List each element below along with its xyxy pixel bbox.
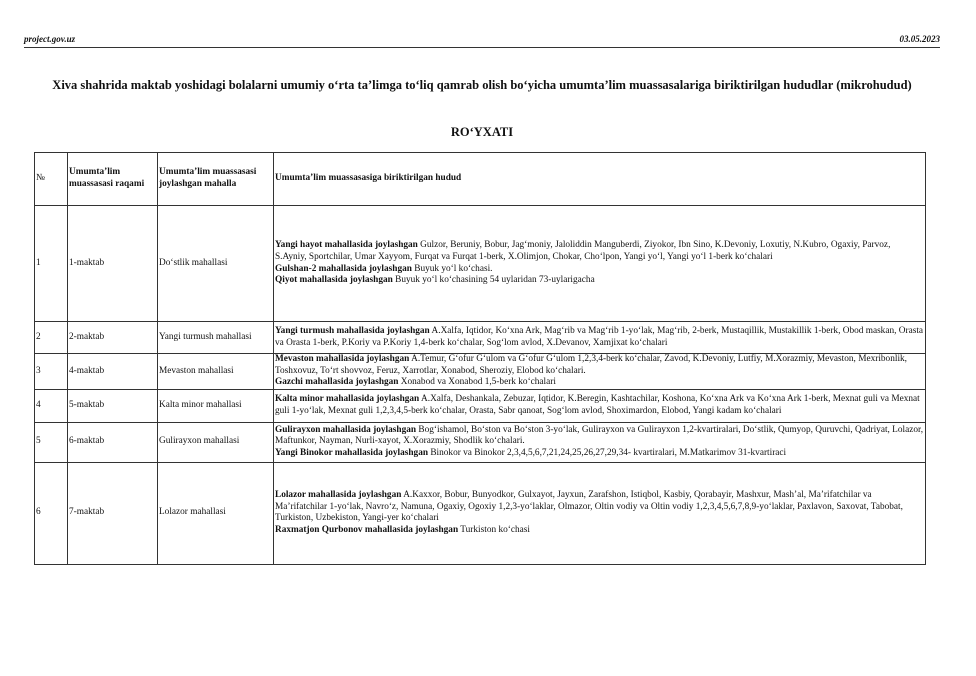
row-area (274, 422, 926, 462)
row-num: 1 (35, 206, 68, 322)
area-segment (275, 240, 924, 263)
row-mahalla: Kalta minor mahallasi (158, 389, 274, 422)
table-body (35, 206, 926, 565)
area-segment-streets: A.Xalfa, Deshankala, Zebuzar, Iqtidor, K.Beregin, Kashtachilar, Koshona, Ko‘xna Ark va Ko‘xna Ark 1-berk, Mexnat guli va Mexnat guli 1-yo‘lak, Mexnat guli 1,2,3,4,5-berk ko‘chalar, Orasta, Sabr qanoat, Sog‘lom avlod, Shoximardon, Elobod, Yangi kadam ko‘chalari (275, 394, 920, 416)
area-segment-streets: Turkiston ko‘chasi (458, 524, 530, 535)
header-divider (24, 47, 940, 48)
row-school: 7-maktab (68, 462, 158, 564)
area-segment-streets: Buyuk yo‘l ko‘chasi. (411, 263, 493, 274)
row-school: 1-maktab (68, 206, 158, 322)
area-segment-streets: A.Xalfa, Iqtidor, Ko‘xna Ark, Mag‘rib va Mag‘rib 1-yo‘lak, Mag‘rib, 2-berk, Mustaqillik, Mustakillik 1-berk, Obod maskan, Orasta va Orasta 1-berk, P.Koriy va P.Koriy 1,4-berk ko‘chalar, Sog‘lom avlod, X.Devanov, Xamjixat ko‘chalari (275, 325, 924, 348)
area-segment-streets: Bog‘ishamol, Bo‘ston va Bo‘ston 3-yo‘lak, Gulirayxon va Gulirayxon 1,2-kvartiralari, Do‘stlik, Qumyop, Quruvchi, Qadriyat, Lolazor, Maftunkor, Nayman, Nurli-xayot, X.Xorazmiy, Shodlik ko‘chalari. (275, 424, 924, 447)
row-area (274, 322, 926, 354)
area-segment-streets: Gulzor, Beruniy, Bobur, Jag‘moniy, Jaloliddin Manguberdi, Ziyokor, Ibn Sino, K.Devoniy, Loxutiy, N.Kubro, Ogaxiy, Parvoz, S.Ayniy, Sportchilar, Umar Xayyom, Furqat va Furqat 1-berk, X.Olimjon, Chokar, Cho‘lpon, Yangi yo‘l, Yangi yo‘l 1-berk ko‘chalari (275, 240, 891, 262)
table-header-row (35, 153, 926, 206)
area-segment-mahalla: Lolazor mahallasida joylashgan (275, 490, 402, 501)
row-num: 4 (35, 389, 68, 422)
table-row (35, 422, 926, 462)
row-num: 2 (35, 322, 68, 354)
area-segment (275, 394, 924, 417)
area-segment (275, 448, 924, 460)
site-label: project.gov.uz (24, 34, 76, 44)
area-segment-mahalla: Gulshan-2 mahallasida joylashgan (275, 263, 412, 274)
row-mahalla: Yangi turmush mahallasi (158, 322, 274, 354)
area-segment (275, 525, 924, 537)
area-segment (275, 490, 924, 525)
area-segment-streets: Buyuk yo‘l ko‘chasining 54 uylaridan 73-uylarigacha (392, 275, 595, 286)
area-segment-mahalla: Mevaston mahallasida joylashgan (275, 354, 410, 364)
row-school: 6-maktab (68, 422, 158, 462)
area-segment-streets: Xonabod va Xonabod 1,5-berk ko‘chalari (398, 377, 556, 388)
table-row (35, 389, 926, 422)
area-segment (275, 354, 924, 377)
row-area (274, 354, 926, 390)
area-segment (275, 425, 924, 448)
area-segment-mahalla: Kalta minor mahallasida joylashgan (275, 394, 420, 405)
area-segment (275, 275, 924, 287)
area-segment-mahalla: Qiyot mahallasida joylashgan (275, 275, 393, 286)
area-segment (275, 377, 924, 389)
area-segment-mahalla: Gulirayxon mahallasida joylashgan (275, 424, 417, 435)
area-segment-mahalla: Yangi turmush mahallasida joylashgan (275, 325, 430, 336)
header-area: Umumta’lim muassasasiga biriktirilgan hudud (274, 153, 926, 206)
table-row (35, 322, 926, 354)
header-mahalla: Umumta’lim muassasasi joylashgan mahalla (158, 153, 274, 206)
area-segment-mahalla: Raxmatjon Qurbonov mahallasida joylashgan (275, 524, 459, 535)
area-segment-streets: A.Temur, G‘ofur G‘ulom va G‘ofur G‘ulom 1,2,3,4-berk ko‘chalar, Zavod, K.Devoniy, Lutfiy, M.Xorazmiy, Mevaston, Mexribonlik, Toshxovuz, To‘rt shovvoz, Feruz, Xarrotlar, Xonabod, Sheroziy, Elobod ko‘chalari. (275, 354, 907, 376)
area-segment-mahalla: Yangi hayot mahallasida joylashgan (275, 240, 418, 251)
table-row (35, 354, 926, 390)
area-segment-streets: Binokor va Binokor 2,3,4,5,6,7,21,24,25,26,27,29,34- kvartiralari, M.Matkarimov 31-kvartiraci (428, 448, 787, 459)
row-school: 5-maktab (68, 389, 158, 422)
header-school: Umumta’lim muassasasi raqami (68, 153, 158, 206)
schools-table (34, 152, 926, 565)
table-row (35, 462, 926, 564)
area-segment (275, 264, 924, 276)
row-area (274, 206, 926, 322)
row-school: 4-maktab (68, 354, 158, 390)
area-segment-mahalla: Yangi Binokor mahallasida joylashgan (275, 448, 429, 459)
row-num: 3 (35, 354, 68, 390)
row-mahalla: Mevaston mahallasi (158, 354, 274, 390)
area-segment-streets: A.Kaxxor, Bobur, Bunyodkor, Gulxayot, Jayxun, Zarafshon, Istiqbol, Kasbiy, Qorabayir, Mashxur, Mash’al, Ma’rifatchilar va Ma’rifatchilar 1-yo‘lak, Navro‘z, Namuna, Ogaxiy, Ogoxiy 1,2,3-yo‘laklar, Olmazor, Oltin vodiy va Oltin vodiy 1,2,3,4,5,6,7,8,9-yo‘laklar, Paxlavon, Saxovat, Tabobat, Turkiston, Uzbekiston, Yangi-yer ko‘chalari (275, 490, 903, 524)
row-mahalla: Do‘stlik mahallasi (158, 206, 274, 322)
row-mahalla: Lolazor mahallasi (158, 462, 274, 564)
document-subtitle: RO‘YXATI (450, 125, 514, 139)
area-segment-mahalla: Gazchi mahallasida joylashgan (275, 377, 399, 388)
table-row (35, 206, 926, 322)
area-segment (275, 326, 924, 349)
row-mahalla: Gulirayxon mahallasi (158, 422, 274, 462)
row-num: 6 (35, 462, 68, 564)
document-title: Xiva shahrida maktab yoshidagi bolalarni umumiy o‘rta ta’limga to‘liq qamrab olish bo‘yicha umumta’lim muassasalariga biriktirilgan hududlar (mikrohudud) (52, 78, 912, 92)
header-num: № (35, 153, 68, 206)
row-school: 2-maktab (68, 322, 158, 354)
row-num: 5 (35, 422, 68, 462)
row-area (274, 389, 926, 422)
date-label: 03.05.2023 (899, 34, 940, 44)
row-area (274, 462, 926, 564)
